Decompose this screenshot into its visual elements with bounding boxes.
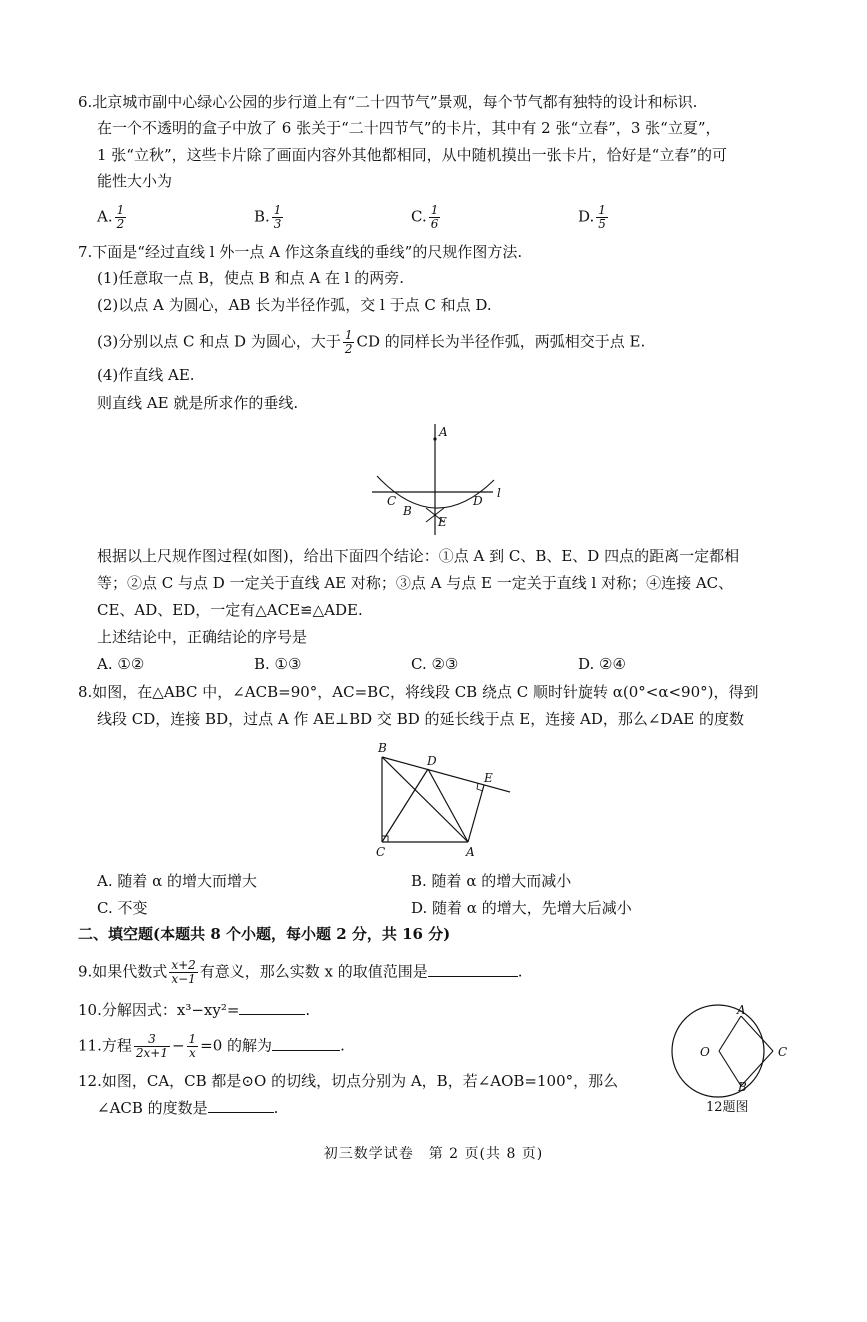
q7-ask: 上述结论中，正确结论的序号是 bbox=[97, 628, 308, 646]
section-2-heading: 二、填空题(本题共 8 个小题，每小题 2 分，共 16 分) bbox=[78, 925, 451, 943]
q7-option-a: A. ①② bbox=[97, 655, 145, 673]
q6-option-b-fraction: $\frac{1}{3}$ bbox=[273, 203, 282, 231]
q10-answer-blank[interactable] bbox=[239, 1000, 305, 1015]
q8-figure bbox=[376, 741, 510, 859]
q12-label-b: B bbox=[738, 1080, 747, 1094]
q10-line: 10.分解因式：x³−xy²= . bbox=[78, 1001, 311, 1019]
q11-answer-blank[interactable] bbox=[272, 1036, 340, 1051]
q8-label-e: E bbox=[484, 771, 493, 785]
q8-option-c: C. 不变 bbox=[97, 899, 148, 917]
q11-fraction-2: $\frac{1}{x}$ bbox=[188, 1032, 197, 1060]
q6-option-c-label: C. bbox=[411, 207, 427, 226]
q6-option-d-fraction: $\frac{1}{5}$ bbox=[598, 203, 606, 231]
q8-label-d: D bbox=[427, 754, 437, 768]
q6-option-a-label: A. bbox=[97, 207, 113, 226]
q8-line-2: 线段 CD，连接 BD，过点 A 作 AE⊥BD 交 BD 的延长线于点 E，连接 AD，那么∠DAE 的度数 bbox=[97, 710, 745, 728]
q7-label-a: A bbox=[439, 425, 448, 439]
q9-line: 9.如果代数式 $\frac{x+2}{x-1}$ 有意义，那么实数 x 的取值范围是 . bbox=[78, 958, 523, 986]
q7-figure bbox=[372, 424, 501, 535]
q8-option-a: A. 随着 α 的增大而增大 bbox=[97, 872, 258, 890]
q7-label-c: C bbox=[387, 494, 397, 508]
q7-option-d: D. ②④ bbox=[578, 655, 626, 673]
q12-line-1: 12.如图，CA，CB 都是⊙O 的切线，切点分别为 A，B，若∠AOB=100°，那么 bbox=[78, 1072, 619, 1090]
page-footer: 初三数学试卷 第 2 页(共 8 页) bbox=[323, 1146, 544, 1162]
q7-option-b: B. ①③ bbox=[254, 655, 302, 673]
q12-caption: 12题图 bbox=[706, 1100, 749, 1115]
q8-label-c: C bbox=[376, 845, 386, 859]
q6-option-b-label: B. bbox=[254, 207, 270, 226]
q7-label-e: E bbox=[438, 515, 447, 529]
q7-para-2: 等；②点 C 与点 D 一定关于直线 AE 对称；③点 A 与点 E 一定关于直线 l 对称；④连接 AC、 bbox=[97, 574, 734, 592]
q8-option-b: B. 随着 α 的增大而减小 bbox=[411, 872, 572, 890]
q7-point-a bbox=[433, 437, 436, 440]
q6-option-d-label: D. bbox=[578, 207, 595, 226]
q7-label-d: D bbox=[473, 494, 483, 508]
q9-fraction: $\frac{x+2}{x-1}$ bbox=[171, 958, 196, 986]
q6-line-2: 在一个不透明的盒子中放了 6 张关于“二十四节气”的卡片，其中有 2 张“立春”，3 张“立夏”， bbox=[97, 119, 721, 137]
q7-step-4: (4)作直线 AE. bbox=[97, 366, 195, 384]
q8-seg-ab bbox=[382, 757, 468, 842]
q6-line-4: 能性大小为 bbox=[97, 172, 173, 190]
q12-label-a: A bbox=[737, 1003, 746, 1017]
q7-label-l: l bbox=[497, 486, 501, 500]
q12-answer-blank[interactable] bbox=[208, 1098, 274, 1113]
q6-option-c-fraction: $\frac{1}{6}$ bbox=[430, 203, 439, 231]
q12-label-c: C bbox=[778, 1045, 788, 1059]
q12-seg-oa bbox=[719, 1016, 741, 1051]
q11-line: 11.方程 $\frac{3}{2x+1}$ − $\frac{1}{x}$ =0 的解为 . bbox=[78, 1032, 345, 1060]
q7-option-c: C. ②③ bbox=[411, 655, 459, 673]
q7-intro: 7.下面是“经过直线 l 外一点 A 作这条直线的垂线”的尺规作图方法. bbox=[78, 243, 523, 261]
q8-seg-ad bbox=[428, 769, 468, 842]
q6-line-1: 6.北京城市副中心绿心公园的步行道上有“二十四节气”景观，每个节气都有独特的设计和标识. bbox=[78, 93, 698, 111]
q11-fraction-1: $\frac{3}{2x+1}$ bbox=[135, 1032, 168, 1060]
q7-step-2: (2)以点 A 为圆心，AB 长为半径作弧，交 l 于点 C 和点 D. bbox=[97, 296, 492, 314]
q6-option-a-fraction: $\frac{1}{2}$ bbox=[116, 203, 125, 231]
q7-conclude: 则直线 AE 就是所求作的垂线. bbox=[97, 394, 299, 412]
q12-label-o: O bbox=[700, 1045, 710, 1059]
q8-seg-ae bbox=[468, 785, 484, 842]
q7-step-3: (3)分别以点 C 和点 D 为圆心，大于 $\frac{1}{2}$ CD 的同样长为半径作弧，两弧相交于点 E. bbox=[97, 328, 646, 356]
q7-para-3: CE、AD、ED，一定有△ACE≌△ADE. bbox=[97, 601, 363, 619]
q7-step-1: (1)任意取一点 B，使点 B 和点 A 在 l 的两旁. bbox=[97, 269, 405, 287]
q12-figure bbox=[672, 1003, 787, 1097]
q12-seg-ac bbox=[741, 1016, 773, 1051]
q8-label-a: A bbox=[466, 845, 475, 859]
q7-para-1: 根据以上尺规作图过程(如图)，给出下面四个结论：①点 A 到 C、B、E、D 四点的距离一定都相 bbox=[97, 547, 740, 565]
q12-circle-o bbox=[672, 1005, 764, 1097]
q12-line-2: ∠ACB 的度数是 . bbox=[97, 1099, 279, 1117]
q9-answer-blank[interactable] bbox=[428, 962, 518, 977]
q7-step-3-fraction: $\frac{1}{2}$ bbox=[344, 328, 353, 356]
q7-label-b: B bbox=[403, 504, 412, 518]
q8-line-1: 8.如图，在△ABC 中，∠ACB=90°，AC=BC，将线段 CB 绕点 C 顺时针旋转 α(0°<α<90°)，得到 bbox=[78, 683, 759, 701]
q8-label-b: B bbox=[378, 741, 387, 755]
q8-option-d: D. 随着 α 的增大，先增大后减小 bbox=[411, 899, 632, 917]
q6-line-3: 1 张“立秋”，这些卡片除了画面内容外其他都相同，从中随机摸出一张卡片，恰好是“立春”的可 bbox=[97, 146, 727, 164]
